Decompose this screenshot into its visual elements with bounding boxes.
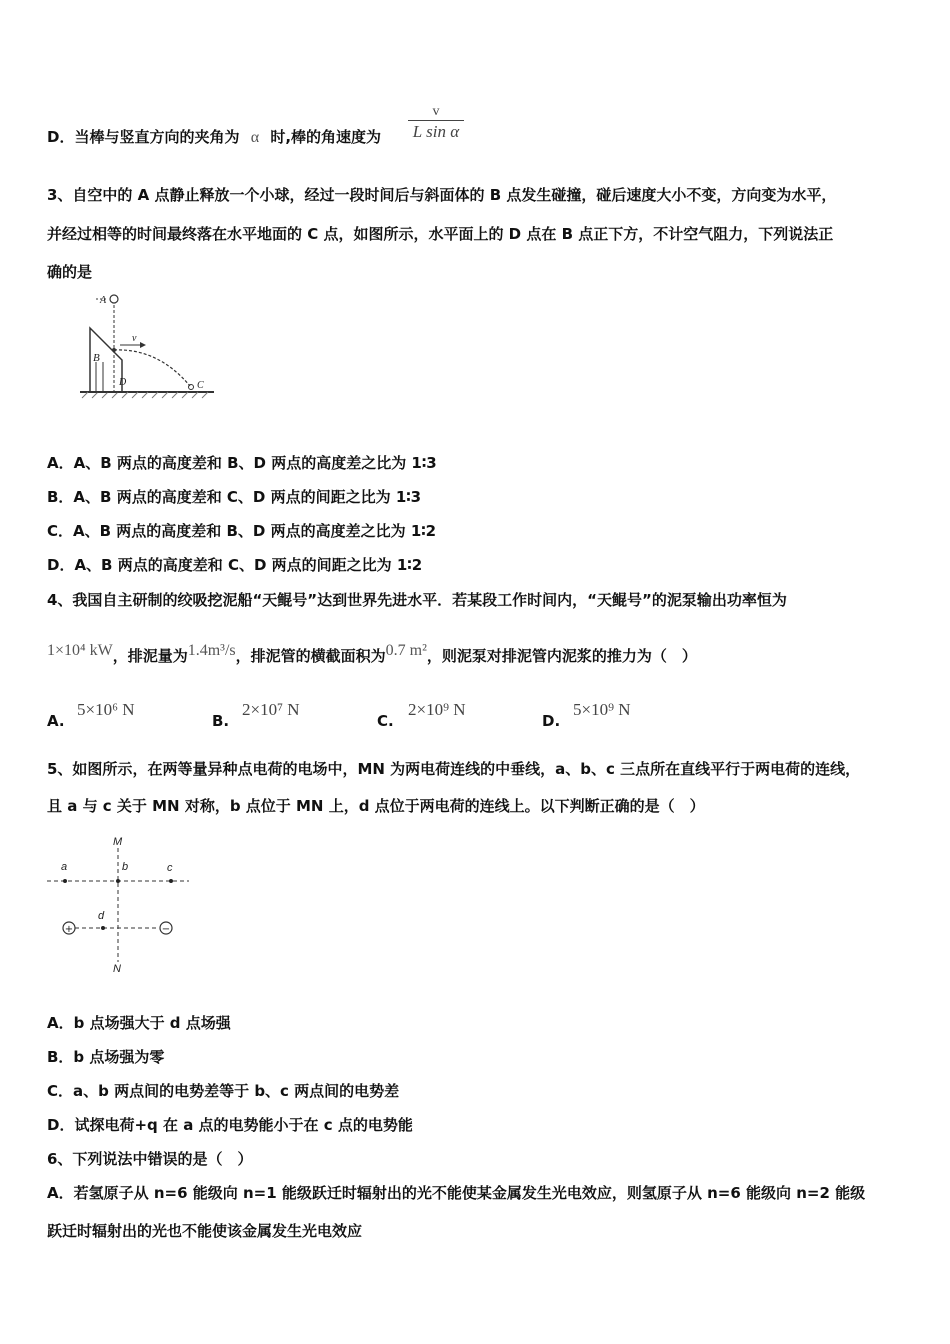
q3-incline-figure: [78, 290, 218, 410]
flow-value: 1.4m³/s: [187, 642, 236, 659]
q4-option-b-label: B.: [212, 712, 230, 730]
fraction-denominator: L sin α: [408, 120, 464, 143]
q5-stem-line-1: 5、如图所示，在两等量异种点电荷的电场中，MN 为两电荷连线的中垂线，a、b、c 三点所在直线平行于两电荷的连线，: [47, 760, 861, 778]
label-n: N: [113, 963, 121, 975]
q5-option-c: C．a、b 两点间的电势差等于 b、c 两点间的电势差: [47, 1082, 400, 1100]
q3-stem-line-1: 3、自空中的 A 点静止释放一个小球，经过一段时间后与斜面体的 B 点发生碰撞，碰后速度大小不变，方向变为水平，: [47, 186, 837, 204]
q3-stem-line-2: 并经过相等的时间最终落在水平地面的 C 点，如图所示，水平面上的 D 点在 B 点正下方，不计空气阻力，下列说法正: [47, 225, 834, 243]
q3-option-a: A．A、B 两点的高度差和 B、D 两点的高度差之比为 1∶3: [47, 454, 437, 472]
label-a: A: [100, 295, 107, 306]
fraction-numerator: v: [432, 104, 440, 119]
label-d: d: [98, 910, 105, 922]
angular-velocity-fraction: [408, 104, 464, 143]
q4-stem-line-2: [47, 642, 697, 667]
label-b: B: [93, 352, 100, 364]
velocity-arrowhead: [140, 342, 146, 348]
q5-option-b: B．b 点场强为零: [47, 1048, 165, 1066]
q2-option-d: [47, 127, 381, 148]
negative-charge-sign: −: [161, 924, 171, 935]
q5-option-a: A．b 点场强大于 d 点场强: [47, 1014, 231, 1032]
label-c: C: [197, 380, 204, 391]
q6-option-a-line-2: 跃迁时辐射出的光也不能使该金属发生光电效应: [47, 1222, 363, 1240]
q4-text-c: ，则泥泵对排泥管内泥浆的推力为（ ）: [426, 647, 697, 665]
q4-option-c-value: 2×10⁹ N: [408, 700, 466, 719]
q6-option-a-line-1: A．若氢原子从 n=6 能级向 n=1 能级跃迁时辐射出的光不能使某金属发生光电效应，则氢原子从 n=6 能级向 n=2 能级: [47, 1184, 866, 1202]
q3-option-c: C．A、B 两点的高度差和 B、D 两点的高度差之比为 1∶2: [47, 522, 437, 540]
alpha-symbol: α: [250, 129, 260, 146]
point-c: [169, 879, 173, 883]
q3-option-d: D．A、B 两点的高度差和 C、D 两点的间距之比为 1∶2: [47, 556, 423, 574]
ball-at-c: [189, 385, 194, 390]
q4-option-a-value: 5×10⁶ N: [77, 700, 135, 719]
point-d: [101, 926, 105, 930]
label-b: b: [122, 861, 129, 873]
q4-option-d-value: 5×10⁹ N: [573, 700, 631, 719]
q5-charge-field-figure: [45, 830, 195, 980]
q2-option-d-prefix: D．当棒与竖直方向的夹角为: [47, 128, 240, 146]
q6-stem: 6、下列说法中错误的是（ ）: [47, 1150, 253, 1168]
point-b: [112, 348, 116, 352]
label-a: a: [61, 861, 68, 873]
q4-option-b-value: 2×10⁷ N: [242, 700, 300, 719]
label-c: c: [167, 862, 173, 874]
q2-option-d-suffix: 时,棒的角速度为: [270, 128, 382, 146]
positive-charge-sign: +: [64, 924, 74, 935]
label-v: v: [132, 333, 137, 344]
q5-stem-line-2: 且 a 与 c 关于 MN 对称，b 点位于 MN 上，d 点位于两电荷的连线上。以下判断正确的是（ ）: [47, 797, 705, 815]
q4-stem-line-1: 4、我国自主研制的绞吸挖泥船“天鲲号”达到世界先进水平．若某段工作时间内，“天鲲号”的泥泵输出功率恒为: [47, 591, 787, 609]
q4-option-a-label: A.: [47, 712, 65, 730]
area-value: 0.7 m²: [385, 642, 427, 659]
ball-at-a: [110, 295, 118, 303]
q4-text-b: ，排泥管的横截面积为: [235, 647, 386, 665]
q3-option-b: B．A、B 两点的高度差和 C、D 两点的间距之比为 1∶3: [47, 488, 422, 506]
q5-option-d: D．试探电荷+q 在 a 点的电势能小于在 c 点的电势能: [47, 1116, 413, 1134]
label-m: M: [113, 836, 123, 848]
q3-stem-line-3: 确的是: [47, 263, 93, 281]
q4-text-a: ，排泥量为: [112, 647, 188, 665]
power-value: 1×10⁴ kW: [47, 642, 113, 659]
q4-option-c-label: C.: [377, 712, 394, 730]
point-b: [116, 879, 120, 883]
q4-option-d-label: D.: [542, 712, 561, 730]
label-d: D: [119, 377, 127, 388]
point-a: [63, 879, 67, 883]
